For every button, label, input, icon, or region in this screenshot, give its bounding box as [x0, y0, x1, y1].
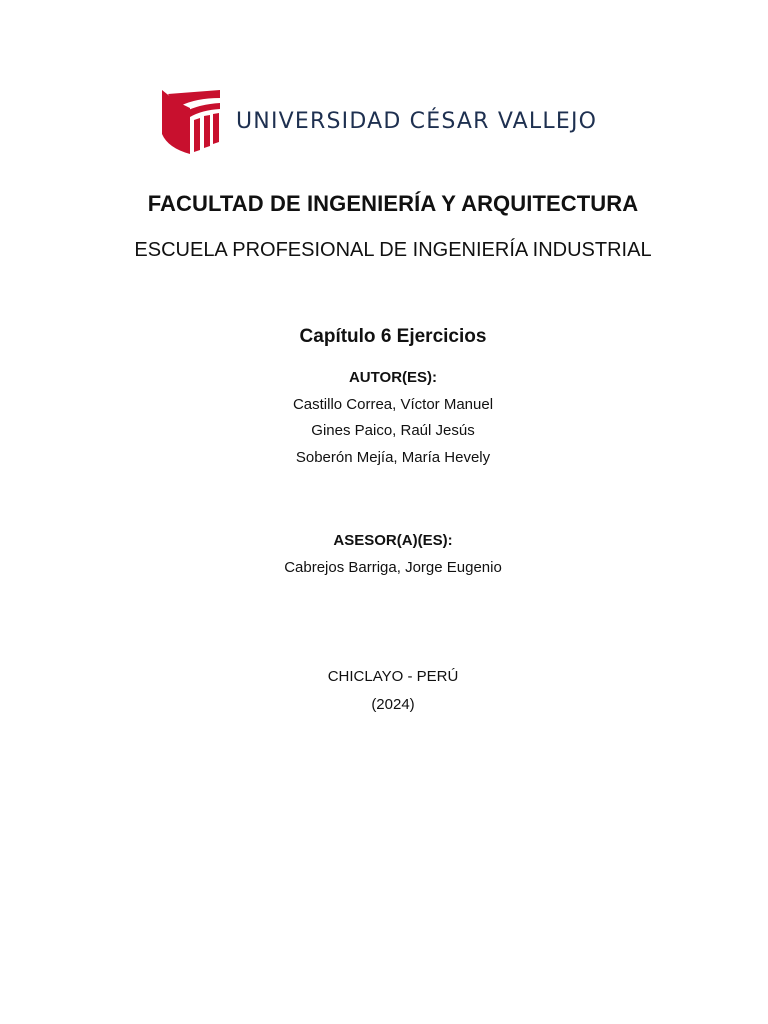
university-logo [158, 88, 597, 156]
advisor-name: Cabrejos Barriga, Jorge Eugenio [284, 559, 502, 576]
year: (2024) [371, 696, 415, 713]
location: CHICLAYO - PERÚ [327, 668, 459, 685]
author-name: Soberón Mejía, María Hevely [295, 449, 491, 466]
school-heading: ESCUELA PROFESIONAL DE INGENIERÍA INDUSTRIAL [134, 239, 652, 261]
author-name: Castillo Correa, Víctor Manuel [292, 396, 494, 413]
university-name: UNIVERSIDAD CÉSAR VALLEJO [236, 109, 598, 134]
faculty-heading: FACULTAD DE INGENIERÍA Y ARQUITECTURA [147, 191, 639, 216]
author-name: Gines Paico, Raúl Jesús [311, 422, 475, 439]
document-title: Capítulo 6 Ejercicios [299, 326, 487, 347]
university-shield-icon [158, 88, 222, 156]
authors-label: AUTOR(ES): [348, 369, 438, 386]
advisors-label: ASESOR(A)(ES): [333, 532, 453, 549]
